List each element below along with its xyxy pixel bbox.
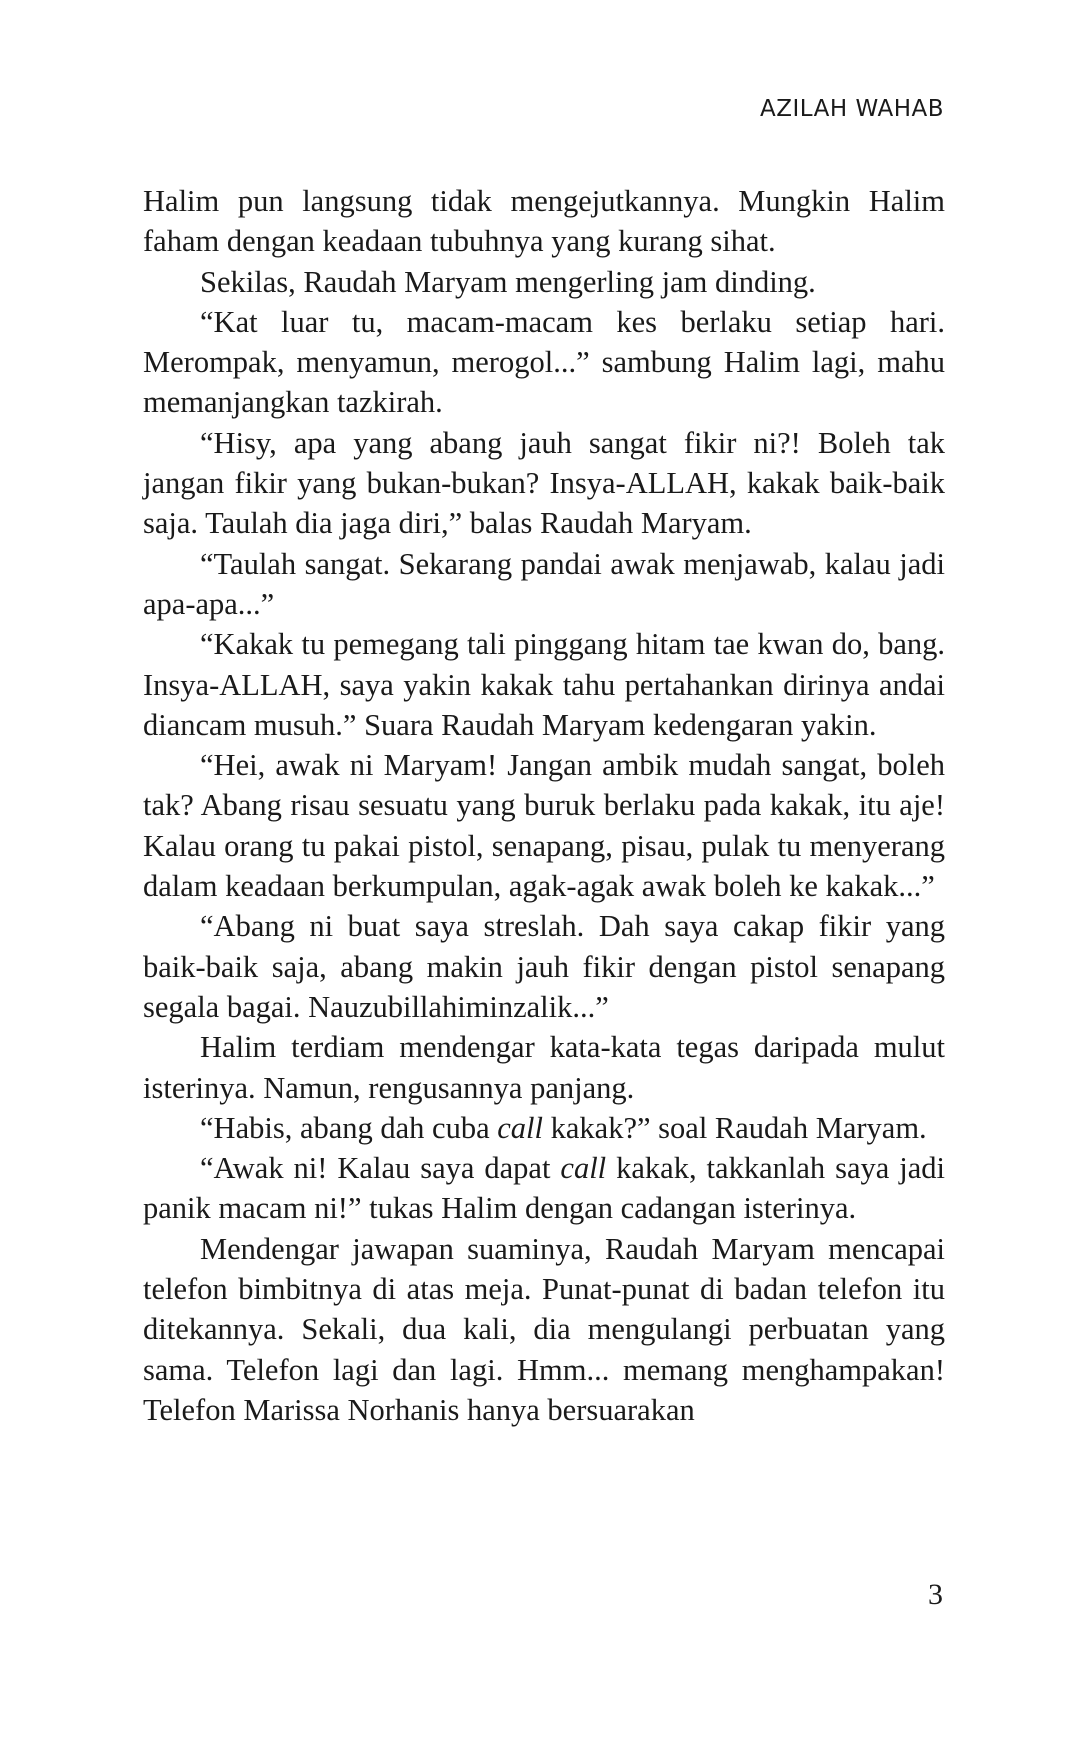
paragraph: Halim pun langsung tidak mengejutkannya. Mungkin Halim faham dengan keadaan tubuhnya yang kurang sihat. <box>143 184 945 259</box>
paragraph: Halim terdiam mendengar kata-kata tegas daripada mulut isterinya. Namun, rengusannya panjang. <box>143 1030 945 1105</box>
paragraph: “Hisy, apa yang abang jauh sangat fikir ni?! Boleh tak jangan fikir yang bukan-bukan? Insya-ALLAH, kakak baik-baik saja. Taulah dia jaga diri,” balas Raudah Maryam. <box>143 425 945 541</box>
paragraph: “Taulah sangat. Sekarang pandai awak menjawab, kalau jadi apa-apa...” <box>143 546 945 621</box>
paragraph: “Kakak tu pemegang tali pinggang hitam tae kwan do, bang. Insya-ALLAH, saya yakin kakak tahu pertahankan dirinya andai diancam musuh.” Suara Raudah Maryam kedengaran yakin. <box>143 627 945 742</box>
paragraph: “Kat luar tu, macam-macam kes berlaku setiap hari. Merompak, menyamun, merogol...” sambung Halim lagi, mahu memanjangkan tazkirah. <box>143 304 945 420</box>
paragraph-text: kakak?” soal Raudah Maryam. <box>543 1110 927 1145</box>
paragraph: “Abang ni buat saya streslah. Dah saya cakap fikir yang baik-baik saja, abang makin jauh fikir dengan pistol senapang segala bagai. Nauzubillahiminzalik...” <box>143 909 945 1024</box>
paragraph-text: kakak, takkanlah saya jadi panik macam ni!” tukas Halim dengan cadangan isterinya. <box>143 1151 945 1226</box>
paragraph: Sekilas, Raudah Maryam mengerling jam dinding. <box>200 264 816 299</box>
paragraph: Mendengar jawapan suaminya, Raudah Maryam mencapai telefon bimbitnya di atas meja. Punat-punat di badan telefon itu ditekannya. Sekali, dua kali, dia mengulangi perbuatan yang sama. Telefon lagi dan lagi. Hmm... memang menghampakan! Telefon Marissa Norhanis hanya bersuarakan <box>143 1231 945 1427</box>
paragraph-text: “Awak ni! Kalau saya dapat <box>200 1151 561 1186</box>
italic-word: call <box>497 1110 544 1145</box>
paragraph-text: “Habis, abang dah cuba <box>200 1110 498 1145</box>
italic-word: call <box>560 1151 607 1186</box>
body-text <box>143 181 945 1430</box>
page-number: 3 <box>928 1578 943 1611</box>
paragraph <box>143 1148 945 1229</box>
paragraph <box>143 1108 945 1148</box>
running-head: AZILAH WAHAB <box>760 96 944 122</box>
paragraph: “Hei, awak ni Maryam! Jangan ambik mudah sangat, boleh tak? Abang risau sesuatu yang buruk berlaku pada kakak, itu aje! Kalau orang tu pakai pistol, senapang, pisau, pulak tu menyerang dalam keadaan berkumpulan, agak-agak awak boleh ke kakak...” <box>143 748 945 904</box>
